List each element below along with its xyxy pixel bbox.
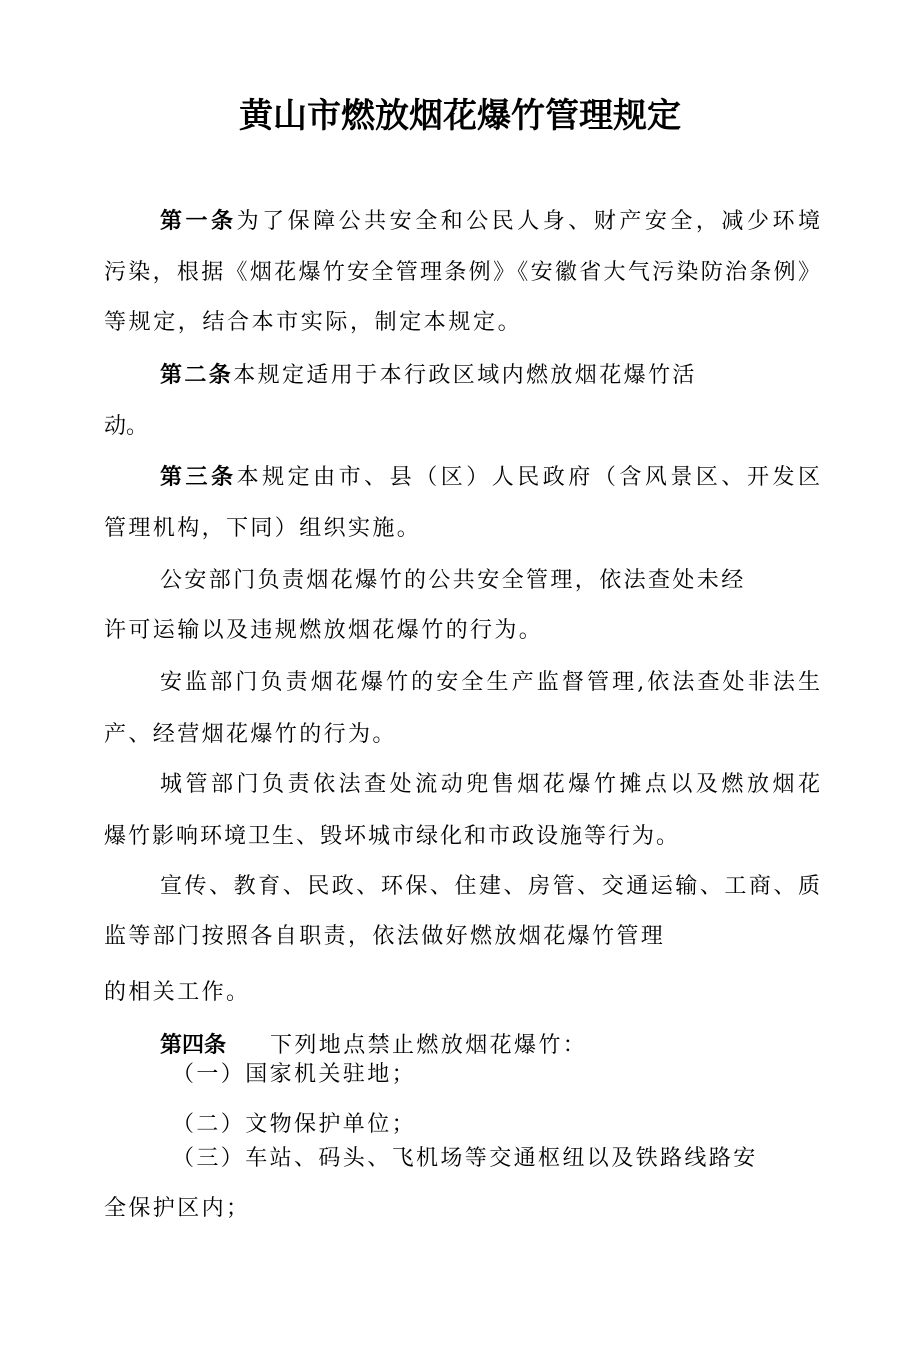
article-1-line-3: 等规定，结合本市实际，制定本规定。 — [104, 310, 523, 335]
list-item-2: （二）文物保护单位； — [172, 1112, 417, 1137]
public-security-line-1: 公安部门负责烟花爆竹的公共安全管理，依法查处未经 — [160, 568, 746, 593]
article-1-line-2: 污染，根据《烟花爆竹安全管理条例》《安徽省大气污染防治条例》 — [104, 260, 820, 285]
article-3-line-2: 管理机构，下同）组织实施。 — [104, 516, 422, 541]
public-security-line-2: 许可运输以及违规燃放烟花爆竹的行为。 — [104, 618, 544, 643]
article-2-line-1 — [160, 360, 697, 391]
article-2-heading: 第二条 — [160, 362, 234, 388]
document-title: 黄山市燃放烟花爆竹管理规定 — [239, 96, 681, 136]
other-departments-line-1: 宣传、教育、民政、环保、住建、房管、交通运输、工商、质 — [160, 874, 820, 899]
article-3-text-1: 本规定由市、县（区）人民政府（含风景区、开发区 — [236, 465, 820, 490]
article-2-text-1: 本规定适用于本行政区域内燃放烟花爆竹活 — [233, 363, 697, 388]
article-1-heading: 第一条 — [160, 208, 237, 234]
other-departments-line-2: 监等部门按照各自职责，依法做好燃放烟花爆竹管理 — [104, 924, 666, 949]
article-3-heading: 第三条 — [160, 464, 237, 490]
list-item-3-line-2: 全保护区内； — [104, 1196, 251, 1221]
other-departments-line-3: 的相关工作。 — [104, 980, 251, 1005]
urban-management-line-2: 爆竹影响环境卫生、毁坏城市绿化和市政设施等行为。 — [104, 824, 681, 849]
safety-supervision-line-2: 产、经营烟花爆竹的行为。 — [104, 722, 397, 747]
article-4-text-1: 下列地点禁止燃放烟花爆竹： — [270, 1033, 588, 1058]
list-item-3-line-1: （三）车站、码头、飞机场等交通枢纽以及铁路线路安 — [172, 1146, 758, 1171]
article-4-line-1 — [160, 1030, 587, 1061]
safety-supervision-line-1: 安监部门负责烟花爆竹的安全生产监督管理,依法查处非法生 — [160, 670, 820, 695]
urban-management-line-1: 城管部门负责依法查处流动兜售烟花爆竹摊点以及燃放烟花 — [160, 772, 820, 797]
article-4-heading: 第四条 — [160, 1032, 227, 1058]
list-item-1: （一）国家机关驻地； — [172, 1062, 417, 1087]
article-1-text-1: 为了保障公共安全和公民人身、财产安全，减少环境 — [236, 209, 820, 234]
article-1-line-1 — [160, 206, 820, 237]
article-3-line-1 — [160, 462, 820, 493]
article-2-line-2: 动。 — [104, 414, 149, 439]
